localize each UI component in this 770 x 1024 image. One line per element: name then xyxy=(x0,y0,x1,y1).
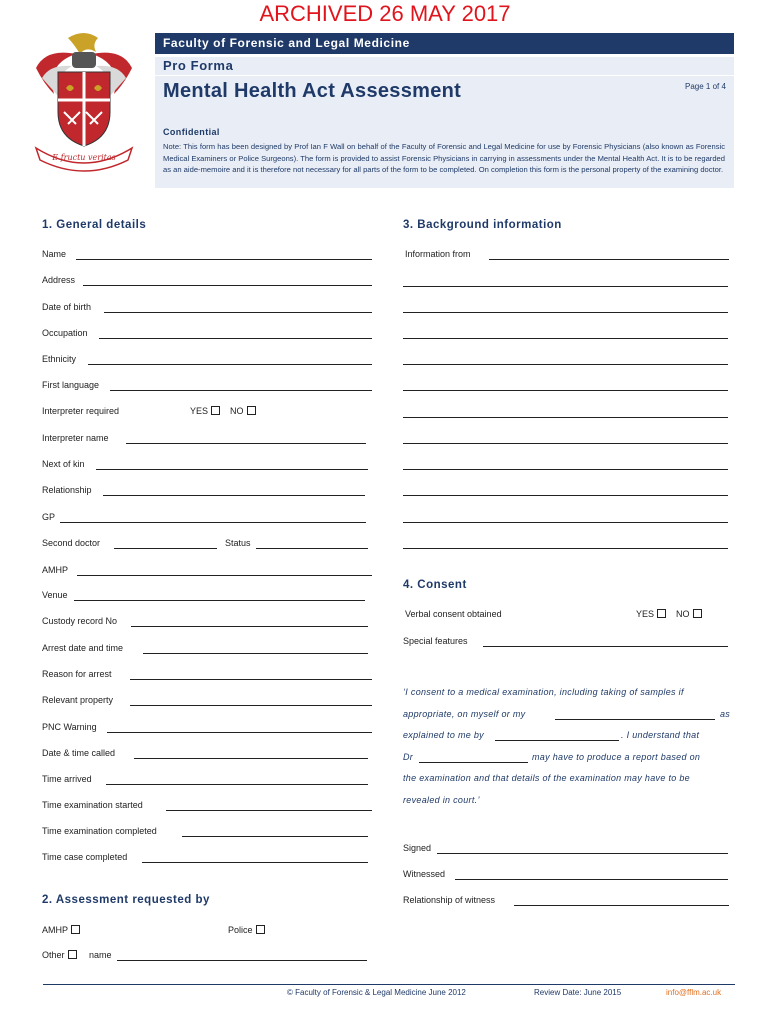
ethnicity-input-line[interactable] xyxy=(88,364,372,365)
form-title: Mental Health Act Assessment xyxy=(163,80,462,102)
field-label: Name xyxy=(42,249,67,259)
witnessed-label: Witnessed xyxy=(403,869,446,879)
case-completed-input-line[interactable] xyxy=(142,862,368,863)
dob-input-line[interactable] xyxy=(104,312,372,313)
footer-copyright: © Faculty of Forensic & Legal Medicine June 2012 xyxy=(287,988,466,997)
field-label: PNC Warning xyxy=(42,722,97,732)
svg-text:E fructu veritas: E fructu veritas xyxy=(52,153,116,162)
background-line[interactable] xyxy=(403,548,728,549)
consent-statement-line: revealed in court.’ xyxy=(403,795,480,805)
interpreter-no-option[interactable] xyxy=(230,406,256,416)
special-features-input-line[interactable] xyxy=(483,646,728,647)
field-label: Occupation xyxy=(42,328,88,338)
arrest-date-input-line[interactable] xyxy=(143,653,368,654)
consent-statement-line: explained to me by xyxy=(403,730,484,740)
second-doctor-input-line[interactable] xyxy=(114,548,217,549)
gp-input-line[interactable] xyxy=(60,522,366,523)
amhp-option[interactable] xyxy=(42,925,80,935)
reason-arrest-input-line[interactable] xyxy=(130,679,372,680)
custody-record-input-line[interactable] xyxy=(131,626,368,627)
police-label: Police xyxy=(228,925,253,935)
form-note: Note: This form has been designed by Prof Ian F Wall on behalf of the Faculty of Forensic and Legal Medicine for use by Forensic Physicians (also known as Forensic Medical Examiners or Police Surgeons). The form is provided to assist Forensic Physicians in carrying in assessments under the Mental Health Act. It is to be regarded as an aide-memoire and it is therefore not necessary for all parts of the form to be completed. On completion this form is the personal property of the examining doctor. xyxy=(163,142,725,175)
amhp-checkbox[interactable] xyxy=(71,925,80,934)
faculty-crest-logo xyxy=(28,28,140,172)
information-from-label: Information from xyxy=(405,249,471,259)
background-line[interactable] xyxy=(403,390,728,391)
no-label: NO xyxy=(676,609,690,619)
field-label: Relevant property xyxy=(42,695,114,705)
field-label: Date of birth xyxy=(42,302,92,312)
background-line[interactable] xyxy=(403,364,728,365)
section-assessment-heading: 2. Assessment requested by xyxy=(42,894,210,906)
background-line[interactable] xyxy=(403,495,728,496)
venue-input-line[interactable] xyxy=(74,600,365,601)
field-label: Relationship xyxy=(42,485,92,495)
section-consent-heading: 4. Consent xyxy=(403,579,467,591)
signed-input-line[interactable] xyxy=(437,853,728,854)
second-doctor-label: Second doctor xyxy=(42,538,101,548)
interpreter-name-input-line[interactable] xyxy=(126,443,366,444)
field-label: Venue xyxy=(42,590,68,600)
relevant-property-input-line[interactable] xyxy=(130,705,372,706)
background-line[interactable] xyxy=(403,338,728,339)
section-general-details-heading: 1. General details xyxy=(42,219,147,231)
consent-subject-input-line[interactable] xyxy=(555,719,715,720)
no-checkbox[interactable] xyxy=(247,406,256,415)
field-label: Address xyxy=(42,275,76,285)
status-label: Status xyxy=(225,538,251,548)
consent-yes-option[interactable] xyxy=(636,609,666,619)
archived-banner: ARCHIVED 26 MAY 2017 xyxy=(259,1,511,26)
footer-email-link[interactable]: info@fflm.ac.uk xyxy=(666,988,722,997)
interpreter-yes-option[interactable] xyxy=(190,406,220,416)
no-checkbox[interactable] xyxy=(693,609,702,618)
field-label: Arrest date and time xyxy=(42,643,124,653)
consent-statement-line: Dr xyxy=(403,752,414,762)
relationship-witness-label: Relationship of witness xyxy=(403,895,496,905)
section-background-heading: 3. Background information xyxy=(403,219,562,231)
field-label: Interpreter name xyxy=(42,433,109,443)
field-label: Reason for arrest xyxy=(42,669,112,679)
field-label: Ethnicity xyxy=(42,354,77,364)
field-label: GP xyxy=(42,512,56,522)
occupation-input-line[interactable] xyxy=(99,338,372,339)
field-label: Time examination started xyxy=(42,800,143,810)
other-label: Other xyxy=(42,950,65,960)
time-arrived-input-line[interactable] xyxy=(106,784,368,785)
explained-by-input-line[interactable] xyxy=(495,740,619,741)
consent-statement-line: appropriate, on myself or my xyxy=(403,709,526,719)
next-of-kin-input-line[interactable] xyxy=(96,469,368,470)
background-line[interactable] xyxy=(403,312,728,313)
background-line[interactable] xyxy=(403,522,728,523)
consent-statement-line: ‘I consent to a medical examination, including taking of samples if xyxy=(403,687,684,697)
date-time-called-input-line[interactable] xyxy=(134,758,368,759)
other-checkbox[interactable] xyxy=(68,950,77,959)
no-label: NO xyxy=(230,406,244,416)
status-input-line[interactable] xyxy=(256,548,368,549)
background-line[interactable] xyxy=(403,469,728,470)
exam-completed-input-line[interactable] xyxy=(182,836,368,837)
yes-checkbox[interactable] xyxy=(211,406,220,415)
background-line[interactable] xyxy=(403,443,728,444)
doctor-name-input-line[interactable] xyxy=(419,762,528,763)
confidential-label: Confidential xyxy=(163,127,220,137)
signed-label: Signed xyxy=(403,843,432,853)
field-label: Date & time called xyxy=(42,748,116,758)
first-language-input-line[interactable] xyxy=(110,390,372,391)
field-label: First language xyxy=(42,380,100,390)
field-label: Time examination completed xyxy=(42,826,157,836)
verbal-consent-label: Verbal consent obtained xyxy=(405,609,502,619)
relationship-input-line[interactable] xyxy=(103,495,365,496)
field-label: Time case completed xyxy=(42,852,128,862)
yes-label: YES xyxy=(636,609,655,619)
pro-forma-bar: Pro Forma xyxy=(155,57,734,75)
consent-statement-line: . I understand that xyxy=(621,730,700,740)
information-from-input-line[interactable] xyxy=(489,259,729,260)
interpreter-required-label: Interpreter required xyxy=(42,406,120,416)
other-option[interactable] xyxy=(42,950,77,960)
consent-statement-line: as xyxy=(720,709,731,719)
field-label: Custody record No xyxy=(42,616,118,626)
footer-divider xyxy=(43,984,735,985)
yes-checkbox[interactable] xyxy=(657,609,666,618)
relationship-witness-input-line[interactable] xyxy=(514,905,729,906)
other-name-label: name xyxy=(89,950,112,960)
name-input-line[interactable] xyxy=(76,259,372,260)
background-line[interactable] xyxy=(403,417,728,418)
amhp-label: AMHP xyxy=(42,925,69,935)
field-label: AMHP xyxy=(42,565,69,575)
page-indicator: Page 1 of 4 xyxy=(685,82,726,91)
amhp-input-line[interactable] xyxy=(77,575,372,576)
special-features-label: Special features xyxy=(403,636,468,646)
yes-label: YES xyxy=(190,406,209,416)
pnc-warning-input-line[interactable] xyxy=(107,732,372,733)
address-input-line[interactable] xyxy=(83,285,372,286)
consent-statement-line: may have to produce a report based on xyxy=(532,752,701,762)
field-label: Time arrived xyxy=(42,774,92,784)
faculty-name-bar: Faculty of Forensic and Legal Medicine xyxy=(155,33,734,54)
consent-statement-line: the examination and that details of the examination may have to be xyxy=(403,773,690,783)
consent-no-option[interactable] xyxy=(676,609,702,619)
background-line[interactable] xyxy=(403,286,728,287)
police-checkbox[interactable] xyxy=(256,925,265,934)
exam-started-input-line[interactable] xyxy=(166,810,372,811)
police-option[interactable] xyxy=(228,925,265,935)
witnessed-input-line[interactable] xyxy=(455,879,728,880)
field-label: Next of kin xyxy=(42,459,85,469)
other-name-input-line[interactable] xyxy=(117,960,367,961)
footer-review-date: Review Date: June 2015 xyxy=(534,988,622,997)
